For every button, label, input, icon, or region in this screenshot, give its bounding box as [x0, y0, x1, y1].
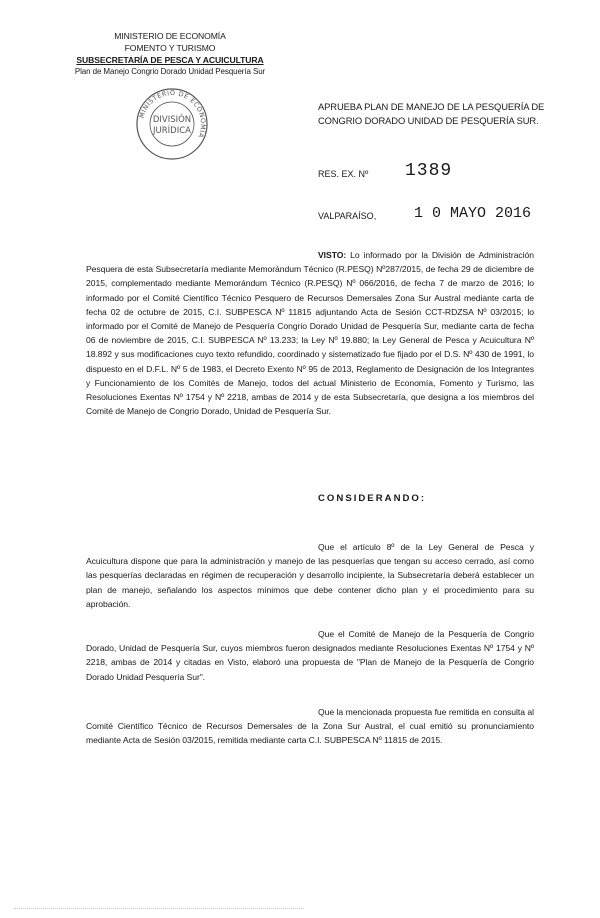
visto-paragraph: [86, 248, 534, 418]
footer-dotted-line: [14, 908, 304, 909]
stamp-center-line1: DIVISIÓN: [152, 115, 192, 125]
considerando-heading: CONSIDERANDO:: [318, 493, 427, 504]
plan-reference: Plan de Manejo Congrio Dorado Unidad Pesquería Sur: [74, 67, 266, 76]
visto-text: Lo informado por la División de Administración Pesquera de esta Subsecretaría mediante Memorándum Técnico (R.PESQ) Nº287/2015, de fecha 29 de diciembre de 2015, complementado mediante Memorándum Técnico (R.PESQ) Nº 066/2016, de fecha 7 de marzo de 2016; lo informado por el Comité Científico Técnico Pesquero de Recursos Demersales Zona Sur Austral mediante carta de fecha 02 de octubre de 2015, C.I. SUBPESCA Nº 11815 adjuntando Acta de Sesión CCT-RDZSA Nº 03/2015; lo informado por el Comité de Manejo de Pesquería Congrio Dorado Unidad de Pesquería Sur, mediante carta de fecha 06 de noviembre de 2015, C.I. SUBPESCA Nº 13.233; la Ley Nº 19.880; la Ley General de Pesca y Acuicultura Nº 18.892 y sus modificaciones cuyo texto refundido, coordinado y sistematizado fue fijado por el D.S. Nº 430 de 1991, lo dispuesto en el D.F.L. Nº 5 de 1983, el Decreto Exento Nº 95 de 2013, Reglamento de Designación de los Integrantes y Funcionamiento de los Comités de Manejo, todos del actual Ministerio de Economía, Fomento y Turismo, las Resoluciones Exentas Nº 1754 y Nº 2218, ambas de 2014 y de esta Subsecretaría, que designa a los miembros del Comité de Manejo de Congrio Dorado, Unidad de Pesquería Sur.: [86, 250, 534, 417]
stamp-center-line2: JURÍDICA: [153, 126, 191, 136]
resolution-subject: APRUEBA PLAN DE MANEJO DE LA PESQUERÍA DE CONGRIO DORADO UNIDAD DE PESQUERÍA SUR.: [318, 101, 545, 126]
resolution-number: 1389: [405, 161, 453, 181]
resolution-number-block: [318, 163, 558, 187]
undersecretariat-name: SUBSECRETARÍA DE PESCA Y ACUICULTURA: [76, 55, 264, 65]
place-date-block: [318, 206, 558, 228]
resolution-date: 1 0 MAYO 2016: [414, 205, 532, 222]
considerando-item-2: Que el Comité de Manejo de la Pesquería de Congrio Dorado, Unidad de Pesquería Sur, cuyos miembros fueron designados mediante Resoluciones Exentas Nº 1754 y Nº 2218, ambas de 2014 y citadas en Visto, elaboró una propuesta de "Plan de Manejo de la Pesquería de Congrio Dorado Unidad Pesquería Sur".: [86, 629, 534, 682]
ministry-name: MINISTERIO DE ECONOMÍA: [114, 31, 226, 41]
considerando-item-3: Que la mencionada propuesta fue remitida en consulta al Comité Científico Técnico de Recursos Demersales de la Zona Sur Austral, el cual emitió su pronunciamiento mediante Acta de Sesión 03/2015, remitida mediante carta C.I. SUBPESCA Nº 11815 de 2015.: [86, 707, 534, 746]
stamp-ring-text: MINISTERIO DE ECONOMÍA: [137, 88, 208, 140]
visto-heading: VISTO:: [318, 250, 347, 260]
resolution-label: RES. EX. Nº: [318, 169, 369, 179]
considerando-item-1: Que el artículo 8º de la Ley General de Pesca y Acuicultura dispone que para la administración y manejo de las pesquerías que tengan su acceso cerrado, así como las pesquerías declaradas en régimen de recuperación y desarrollo incipiente, la Subsecretaría deberá establecer un plan de manejo, señalando los aspectos mínimos que debe contener dicho plan y el procedimiento para su aprobación.: [86, 542, 534, 609]
letterhead: [70, 30, 270, 78]
legal-division-stamp: [134, 86, 210, 162]
place-name: VALPARAÍSO,: [318, 211, 377, 221]
ministry-subtitle: FOMENTO Y TURISMO: [124, 43, 216, 53]
